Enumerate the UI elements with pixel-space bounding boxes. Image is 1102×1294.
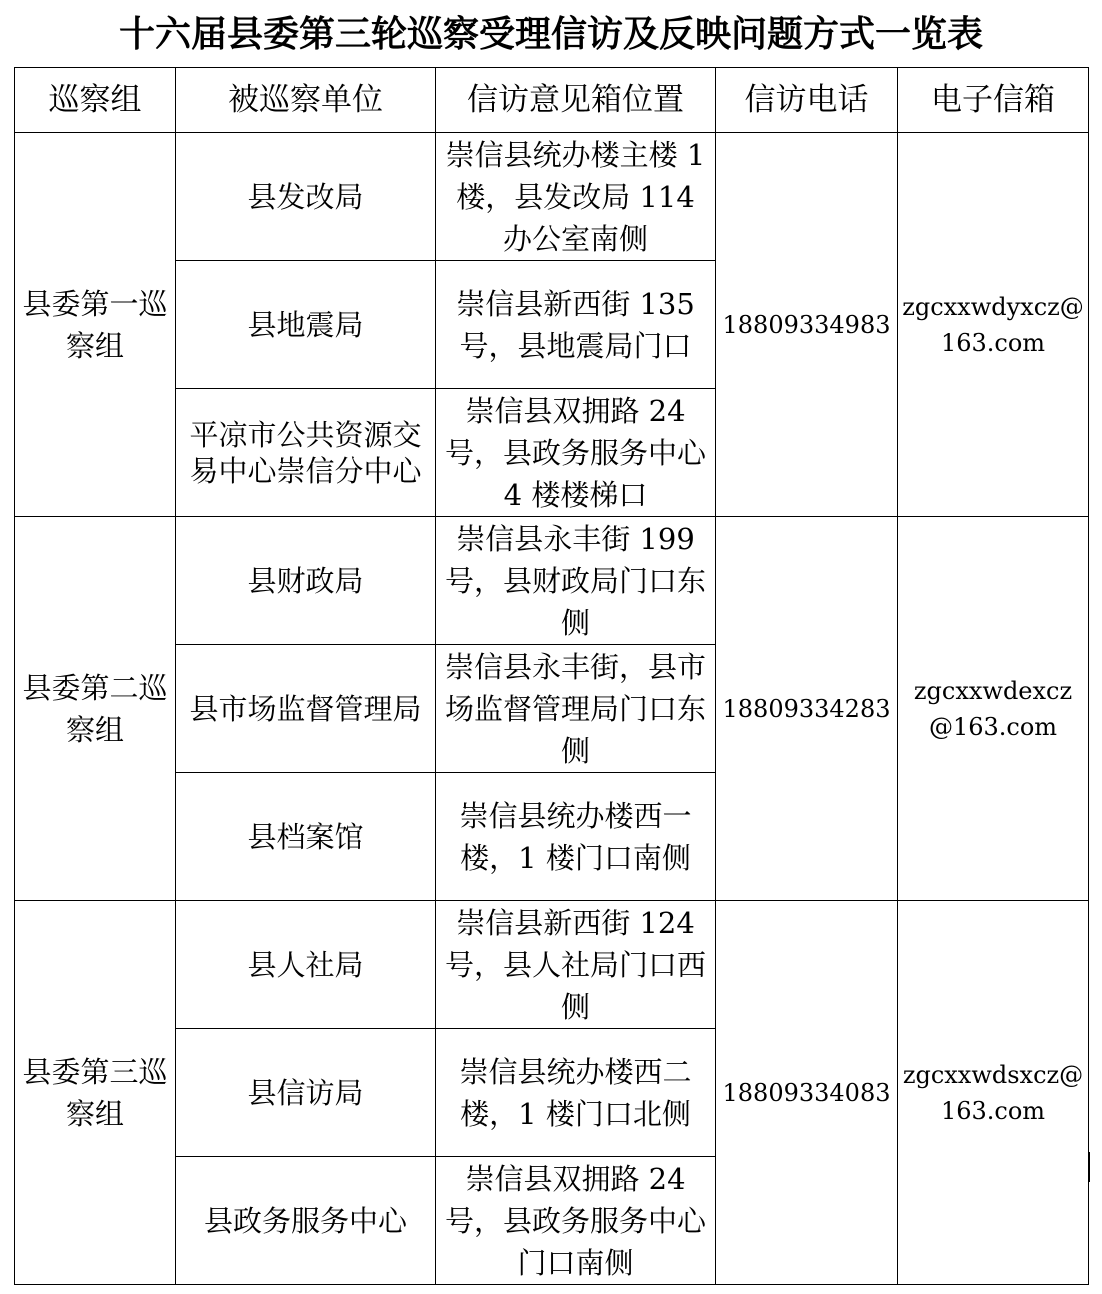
group-name: 县委第二巡察组: [15, 517, 176, 901]
group-name: 县委第三巡察组: [15, 901, 176, 1285]
unit-name: 县档案馆: [176, 773, 436, 901]
phone-number: 18809334283: [716, 517, 898, 901]
box-location: 崇信县新西街 124 号，县人社局门口西侧: [436, 901, 716, 1029]
page-title: 十六届县委第三轮巡察受理信访及反映问题方式一览表: [118, 13, 983, 55]
box-location: 崇信县永丰街 199 号，县财政局门口东侧: [436, 517, 716, 645]
box-location: 崇信县新西街 135 号，县地震局门口: [436, 261, 716, 389]
phone-number: 18809334983: [716, 133, 898, 517]
phone-number: 18809334083: [716, 901, 898, 1285]
unit-name: 县政务服务中心: [176, 1157, 436, 1285]
table-row: [15, 133, 1089, 261]
inspection-table: [14, 67, 1089, 1285]
email-address: zgcxxwdsxcz@163.com: [898, 901, 1089, 1285]
group-name: 县委第一巡察组: [15, 133, 176, 517]
table-row: [15, 901, 1089, 1029]
box-location: 崇信县统办楼主楼 1 楼，县发改局 114 办公室南侧: [436, 133, 716, 261]
header-row: [15, 68, 1089, 133]
unit-name: 县发改局: [176, 133, 436, 261]
email-address: zgcxxwdyxcz@163.com: [898, 133, 1089, 517]
header-email: 电子信箱: [898, 68, 1089, 133]
unit-name: 县地震局: [176, 261, 436, 389]
box-location: 崇信县统办楼西一楼，1 楼门口南侧: [436, 773, 716, 901]
header-phone: 信访电话: [716, 68, 898, 133]
box-location: 崇信县双拥路 24 号，县政务服务中心门口南侧: [436, 1157, 716, 1285]
table-row: [15, 517, 1089, 645]
email-address: zgcxxwdexcz@163.com: [898, 517, 1089, 901]
unit-name: 县信访局: [176, 1029, 436, 1157]
unit-name: 县市场监督管理局: [176, 645, 436, 773]
unit-name: 平凉市公共资源交易中心崇信分中心: [176, 389, 436, 517]
unit-name: 县人社局: [176, 901, 436, 1029]
edge-mark: [1088, 1152, 1090, 1182]
box-location: 崇信县统办楼西二楼，1 楼门口北侧: [436, 1029, 716, 1157]
box-location: 崇信县双拥路 24 号，县政务服务中心 4 楼楼梯口: [436, 389, 716, 517]
header-box-location: 信访意见箱位置: [436, 68, 716, 133]
header-unit: 被巡察单位: [176, 68, 436, 133]
header-group: 巡察组: [15, 68, 176, 133]
box-location: 崇信县永丰街，县市场监督管理局门口东侧: [436, 645, 716, 773]
unit-name: 县财政局: [176, 517, 436, 645]
